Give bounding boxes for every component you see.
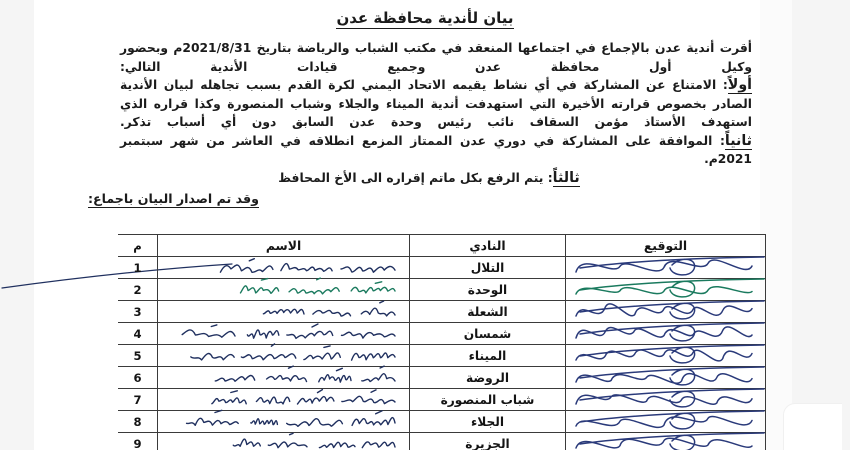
table-row bbox=[118, 301, 766, 323]
cell-signature bbox=[566, 389, 766, 411]
cell-row-number: 3 bbox=[118, 301, 158, 323]
cell-club: التلال bbox=[410, 257, 566, 279]
cell-row-number: 4 bbox=[118, 323, 158, 345]
ordinal-marker-third: ثالثاً bbox=[552, 169, 580, 186]
cell-club: الوحدة bbox=[410, 279, 566, 301]
signature-ink bbox=[568, 342, 766, 368]
paragraph-first-text: : الامتناع عن المشاركة في أي نشاط يقيمه الاتحاد اليمني لكرة القدم بسبب تجاهله لبيان الأندية الصادر بخصوص قرارته الأخيرة التي استهدفت أندية الميناء والجلاء وشباب المنصورة وكذا قراره الذي استهدف الأستاذ مؤمن السقاف نائب رئيس وحدة عدن السابق دون أي أسباب تذكر. bbox=[120, 78, 752, 129]
handwritten-name-ink bbox=[163, 346, 401, 366]
paragraph-intro bbox=[0, 39, 850, 76]
signature-table-body bbox=[118, 257, 766, 450]
table-header-row bbox=[118, 235, 766, 257]
table-row bbox=[118, 279, 766, 301]
cell-name-handwritten bbox=[158, 279, 410, 301]
signature-ink bbox=[568, 364, 766, 390]
signature-ink bbox=[568, 386, 766, 412]
cell-club: شمسان bbox=[410, 323, 566, 345]
handwritten-name-ink bbox=[163, 302, 401, 322]
table-row bbox=[118, 433, 766, 450]
signature-ink bbox=[568, 408, 766, 434]
table-row bbox=[118, 345, 766, 367]
handwritten-name-ink bbox=[163, 412, 401, 432]
paragraph-intro-text: أقرت أندية عدن بالإجماع في اجتماعها المنعقد في مكتب الشباب والرياضة بتاريخ 2021/8/31م وبحضور وكيل أول محافظة عدن وجميع قيادات الأندية التالي: bbox=[120, 41, 752, 74]
column-header-name: الاسم bbox=[158, 235, 410, 257]
cell-signature bbox=[566, 301, 766, 323]
column-header-club: النادي bbox=[410, 235, 566, 257]
cell-name-handwritten bbox=[158, 411, 410, 433]
cell-signature bbox=[566, 279, 766, 301]
cell-row-number: 9 bbox=[118, 433, 158, 450]
cell-club: الروضة bbox=[410, 367, 566, 389]
cell-club: الشعلة bbox=[410, 301, 566, 323]
handwritten-name-ink bbox=[163, 258, 401, 278]
cell-signature bbox=[566, 433, 766, 450]
document-text-body bbox=[0, 0, 850, 208]
paragraph-second-text: : الموافقة على المشاركة في دوري عدن الممتاز المزمع انطلاقه في العاشر من شهر سبتمبر 2021م. bbox=[120, 133, 752, 166]
column-header-signature: التوقيع bbox=[566, 235, 766, 257]
signature-ink bbox=[568, 320, 766, 346]
handwritten-name-ink bbox=[163, 390, 401, 410]
paragraph-second bbox=[0, 132, 850, 169]
cell-club: شباب المنصورة bbox=[410, 389, 566, 411]
page-title-text: بيان لأندية محافظة عدن bbox=[336, 9, 514, 27]
ordinal-marker-second: ثانياً bbox=[724, 132, 752, 149]
table-row bbox=[118, 257, 766, 279]
cell-row-number: 1 bbox=[118, 257, 158, 279]
closing-line bbox=[0, 191, 850, 206]
paragraph-third-text: : يتم الرفع بكل ماتم إقراره الى الأخ المحافظ bbox=[278, 170, 553, 185]
signature-ink bbox=[568, 276, 766, 302]
closing-line-text: وقد تم اصدار البيان باجماع: bbox=[88, 191, 259, 206]
cell-row-number: 7 bbox=[118, 389, 158, 411]
page-title bbox=[0, 9, 850, 28]
table-row bbox=[118, 389, 766, 411]
cell-name-handwritten bbox=[158, 433, 410, 450]
cell-row-number: 5 bbox=[118, 345, 158, 367]
cell-signature bbox=[566, 323, 766, 345]
signature-table bbox=[118, 234, 766, 450]
cell-name-handwritten bbox=[158, 323, 410, 345]
cell-name-handwritten bbox=[158, 389, 410, 411]
signature-ink bbox=[568, 298, 766, 324]
paragraph-third bbox=[0, 169, 850, 188]
page-corner-fold bbox=[783, 403, 842, 450]
signature-ink bbox=[568, 254, 766, 280]
cell-name-handwritten bbox=[158, 367, 410, 389]
cell-row-number: 2 bbox=[118, 279, 158, 301]
column-header-num: م bbox=[118, 235, 158, 257]
table-row bbox=[118, 411, 766, 433]
cell-signature bbox=[566, 411, 766, 433]
cell-name-handwritten bbox=[158, 301, 410, 323]
cell-signature bbox=[566, 345, 766, 367]
cell-club: الميناء bbox=[410, 345, 566, 367]
ordinal-marker-first: أولاً bbox=[727, 77, 752, 93]
handwritten-name-ink bbox=[163, 324, 401, 344]
cell-name-handwritten bbox=[158, 345, 410, 367]
cell-signature bbox=[566, 367, 766, 389]
table-row bbox=[118, 323, 766, 345]
cell-signature bbox=[566, 257, 766, 279]
cell-row-number: 8 bbox=[118, 411, 158, 433]
signature-table-container bbox=[118, 234, 766, 450]
handwritten-name-ink bbox=[163, 434, 401, 450]
handwritten-name-ink bbox=[163, 280, 401, 300]
cell-club: الجلاء bbox=[410, 411, 566, 433]
table-row bbox=[118, 367, 766, 389]
signature-ink bbox=[568, 430, 766, 450]
cell-row-number: 6 bbox=[118, 367, 158, 389]
cell-club: الجزيرة bbox=[410, 433, 566, 450]
paragraph-first bbox=[0, 76, 850, 132]
handwritten-name-ink bbox=[163, 368, 401, 388]
cell-name-handwritten bbox=[158, 257, 410, 279]
